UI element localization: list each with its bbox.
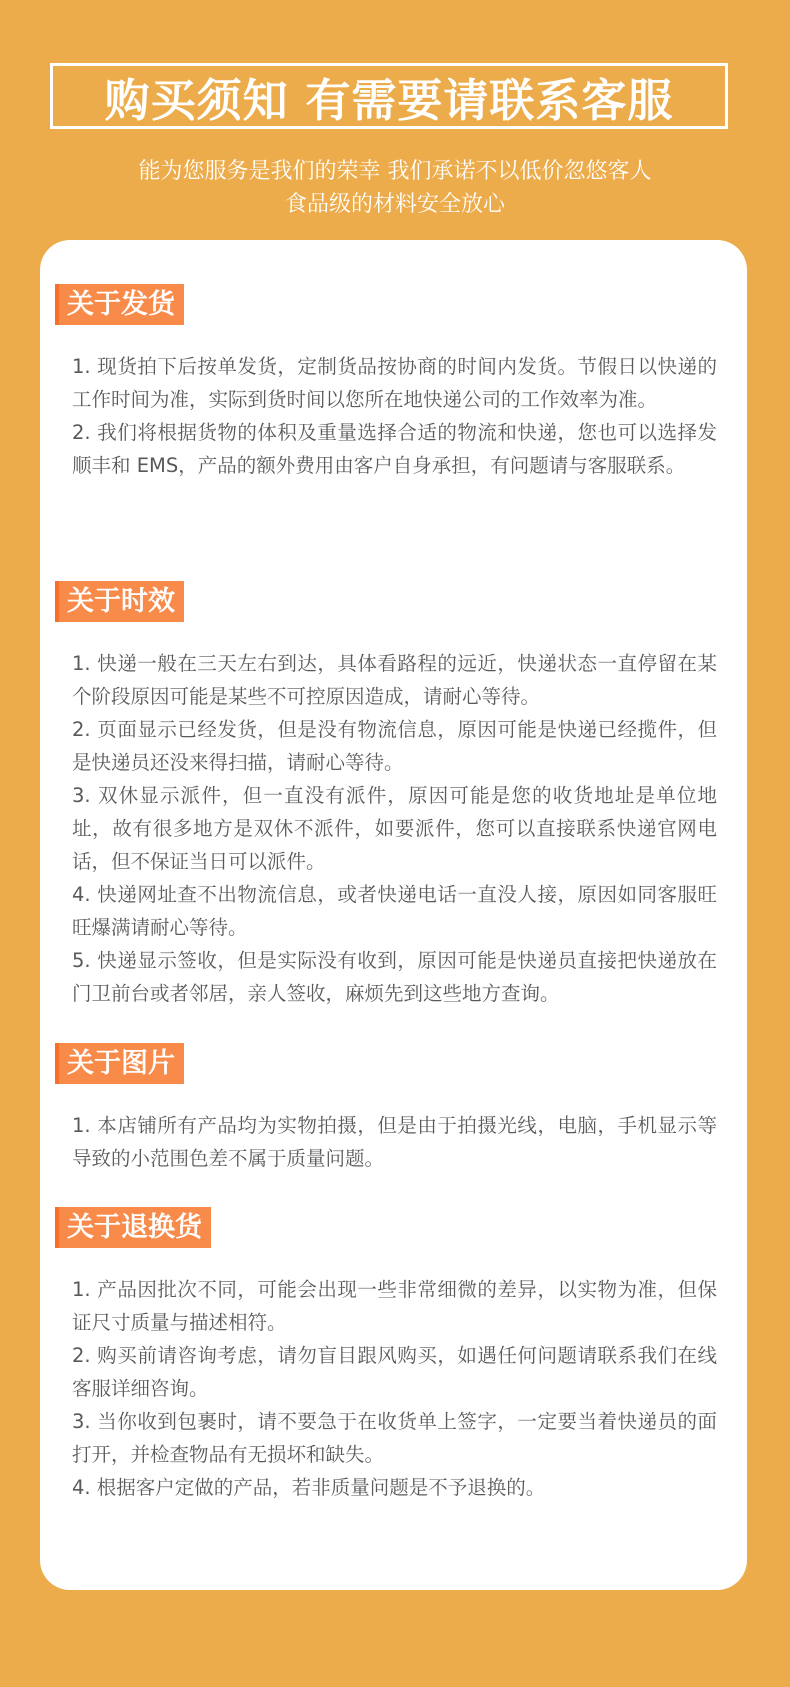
section-heading: 关于时效 xyxy=(55,581,184,622)
list-item: 1. 本店铺所有产品均为实物拍摄，但是由于拍摄光线，电脑，手机显示等导致的小范围色差不属于质量问题。 xyxy=(72,1114,717,1170)
list-item: 4. 快递网址查不出物流信息，或者快递电话一直没人接，原因如同客服旺旺爆满请耐心等待。 xyxy=(72,883,717,939)
page-title: 购买须知 有需要请联系客服 xyxy=(104,73,674,127)
section-heading: 关于图片 xyxy=(55,1043,184,1084)
list-item: 3. 双休显示派件，但一直没有派件，原因可能是您的收货地址是单位地址，故有很多地方是双休不派件，如要派件，您可以直接联系快递官网电话，但不保证当日可以派件。 xyxy=(72,784,717,873)
section-items xyxy=(57,350,717,482)
list-item: 1. 快递一般在三天左右到达，具体看路程的远近，快递状态一直停留在某个阶段原因可能是某些不可控原因造成，请耐心等待。 xyxy=(72,652,717,708)
section-timing xyxy=(57,581,717,1010)
list-item: 1. 现货拍下后按单发货，定制货品按协商的时间内发货。节假日以快递的工作时间为准，实际到货时间以您所在地快递公司的工作效率为准。 xyxy=(72,355,717,411)
section-items xyxy=(57,647,717,1010)
subtitle-line-1: 能为您服务是我们的荣幸 我们承诺不以低价忽悠客人 xyxy=(138,159,652,184)
list-item: 2. 页面显示已经发货，但是没有物流信息，原因可能是快递已经揽件，但是快递员还没来得扫描，请耐心等待。 xyxy=(72,718,717,774)
section-shipping xyxy=(57,284,717,482)
section-items xyxy=(57,1109,717,1175)
list-item: 3. 当你收到包裹时，请不要急于在收货单上签字，一定要当着快递员的面打开，并检查物品有无损坏和缺失。 xyxy=(72,1410,717,1466)
list-item: 1. 产品因批次不同，可能会出现一些非常细微的差异，以实物为准，但保证尺寸质量与描述相符。 xyxy=(72,1278,717,1334)
title-banner xyxy=(50,63,728,129)
list-item: 2. 购买前请咨询考虑，请勿盲目跟风购买，如遇任何问题请联系我们在线客服详细咨询。 xyxy=(72,1344,717,1400)
section-pictures xyxy=(57,1043,717,1175)
list-item: 5. 快递显示签收，但是实际没有收到，原因可能是快递员直接把快递放在门卫前台或者邻居，亲人签收，麻烦先到这些地方查询。 xyxy=(72,949,717,1005)
section-heading: 关于退换货 xyxy=(55,1207,211,1248)
section-returns xyxy=(57,1207,717,1504)
list-item: 4. 根据客户定做的产品，若非质量问题是不予退换的。 xyxy=(72,1476,546,1499)
list-item: 2. 我们将根据货物的体积及重量选择合适的物流和快递，您也可以选择发顺丰和 EMS，产品的额外费用由客户自身承担，有问题请与客服联系。 xyxy=(72,421,717,477)
notice-card xyxy=(40,240,747,1590)
section-heading: 关于发货 xyxy=(55,284,184,325)
subtitle-line-2: 食品级的材料安全放心 xyxy=(284,192,505,217)
section-items xyxy=(57,1273,717,1504)
